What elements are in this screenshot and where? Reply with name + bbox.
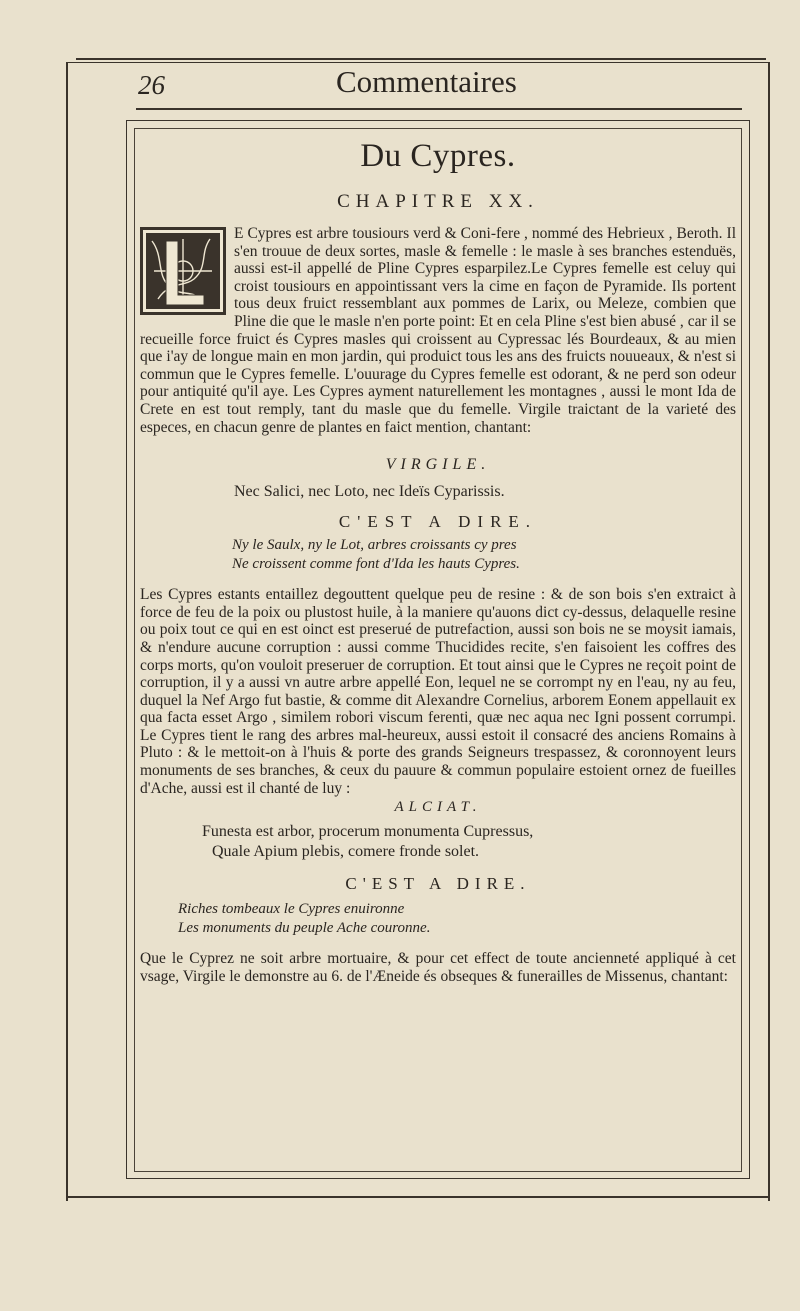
paragraph-2: Les Cypres estants entaillez degouttent quelque peu de resine : & de son bois s'en extraict à force de feu de la poix ou plustost huile, à la maniere qu'auons dict cy-dessus, delaquelle resine ou poix tout ce qui en est oinct est preserué de putrefaction, aussi son bois ne se moysit iamais, & n'endure aucune corruption : aussi comme Thucidides recite, s'en faisoient les coffres des corps morts, qu'on vouloit preseruer de corruption. Et tout ainsi que le Cypres ne reçoit point de corruption, il y a aussi vn autre arbre appellé Eon, lequel ne se corrompt ny en l'eau, ny au feu, duquel la Nef Argo fut bastie, & comme dit Alexandre Cornelius, arborem Eonem appellauit ex qua facta esset Argo , similem robori viscum ferenti, quæ nec aqua nec Igni possent corrumpi. Le Cypres tient le rang des arbres mal-heureux, aussi estoit il consacré des anciens Romains à Pluto : & le mettoit-on à l'huis & porte des grands Seigneurs trespassez, & coronnoyent leurs monuments de ses branches, & ceux du pauure & commun populaire estoient ornez de fueilles d'Ache, aussi est il chanté de luy : (140, 586, 736, 797)
top-rule (76, 58, 766, 60)
header-rule (136, 108, 742, 110)
running-title: Commentaires (336, 64, 517, 99)
french-verse-2-line-1: Riches tombeaux le Cypres enuironne (178, 901, 405, 918)
ornamental-initial-l (140, 227, 226, 315)
french-verse-2 (178, 900, 736, 938)
french-verse-2-line-2: Les monuments du peuple Ache couronne. (178, 920, 431, 937)
outer-bottom-rule (66, 1196, 770, 1198)
page-number: 26 (138, 70, 165, 100)
latin-verse-1: Nec Salici, nec Loto, nec Ideïs Cyparissis. (234, 483, 505, 501)
latin-verse-2-line-2: Quale Apium plebis, comere fronde solet. (212, 843, 480, 861)
latin-verse-2-line-1: Funesta est arbor, procerum monumenta Cupressus, (202, 823, 534, 841)
opening-paragraph-block (140, 225, 736, 436)
text-block (140, 134, 736, 985)
french-verse-1 (232, 536, 736, 574)
cest-a-dire-heading-2: C'EST A DIRE. (345, 874, 531, 894)
latin-verse-2 (202, 822, 736, 862)
french-verse-1-line-1: Ny le Saulx, ny le Lot, arbres croissants cy pres (232, 537, 517, 554)
chapter-number: CHAPITRE XX. (337, 191, 539, 212)
paragraph-3: Que le Cyprez ne soit arbre mortuaire, & pour cet effect de toute ancienneté appliqué à cet vsage, Virgile le demonstre au 6. de l'Æneide és obseques & funerailles de Missenus, chantant: (140, 950, 736, 985)
chapter-title: Du Cypres. (360, 138, 516, 174)
virgile-heading: VIRGILE. (385, 456, 491, 474)
alciat-heading: ALCIAT. (394, 799, 482, 816)
ornament-icon (140, 227, 226, 315)
french-verse-1-line-2: Ne croissent comme font d'Ida les hauts Cypres. (232, 556, 520, 573)
paragraph-1: E Cypres est arbre tousiours verd & Coni-fere , nommé des Hebrieux , Beroth. Il s'en trouue de deux sortes, masle & femelle : le masle à ses branches estenduës, aussi est-il appellé de Pline Cypres esparpilez.Le Cypres femelle est celuy qui croist tousiours en appointissant vers la cime en façon de Pyramide. Ils portent tous deux fruict ressemblant aux pommes de Larix, ou Meleze, combien que Pline die que le masle n'en porte point: Et en cela Pline s'est bien abusé , car il se recueille force fruict és Cypres masles qui croissent au Cypressac lés Bourdeaux, & au mien que i'ay de longue main en mon jardin, qui produict tous les ans des fruicts nouueaux, & n'est si commun que le Cypres femelle. L'ouurage du Cypres femelle est odorant, & ne perd son odeur pour antiquité qu'il aye. Les Cypres ayment naturellement les montagnes , aussi le mont Ida de Crete en est tout remply, tant du masle que du femelle. Virgile traictant de la varieté des especes, en chacun genre de plantes en faict mention, chantant: (140, 225, 736, 436)
cest-a-dire-heading-1: C'EST A DIRE. (338, 512, 538, 532)
